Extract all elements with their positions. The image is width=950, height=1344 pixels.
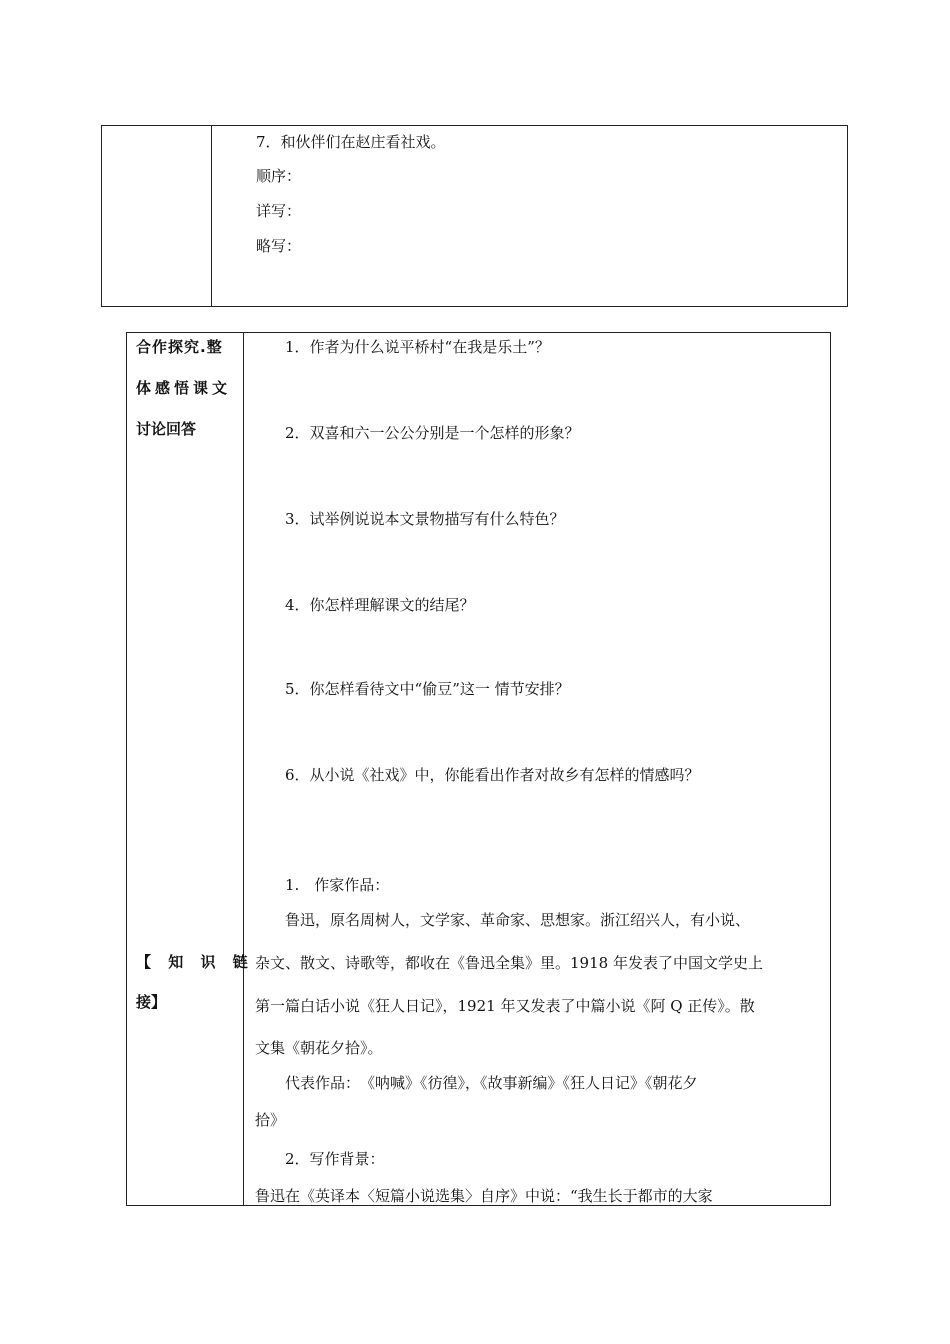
- question-item: 1．作者为什么说平桥村“在我是乐土”？: [285, 338, 550, 356]
- table-column-divider: [243, 333, 244, 1205]
- knowledge-label-line: 接】: [136, 993, 167, 1011]
- knowledge-heading: 1. 作家作品：: [285, 876, 390, 894]
- works-line: 拾》: [255, 1111, 286, 1129]
- question-item: 3．试举例说说本文景物描写有什么特色？: [285, 510, 565, 528]
- table-discussion: [126, 332, 831, 1206]
- works-line: 代表作品： 《呐喊》《彷徨》，《故事新编》《狂人日记》《朝花夕: [285, 1074, 698, 1092]
- table-reading-order: [101, 125, 848, 307]
- question-item: 2．双喜和六一公公分别是一个怎样的形象？: [285, 424, 580, 442]
- question-item: 4．你怎样理解课文的结尾？: [285, 596, 475, 614]
- question-item: 6．从小说《社戏》中，你能看出作者对故乡有怎样的情感吗？: [285, 766, 700, 784]
- order-label: 顺序：: [256, 167, 302, 185]
- knowledge-paragraph-line: 文集《朝花夕拾》。: [255, 1039, 383, 1057]
- knowledge-paragraph-line: 杂文、散文、诗歌等，都收在《鲁迅全集》里。1918 年发表了中国文学史上: [255, 954, 763, 972]
- knowledge-heading: 2．写作背景：: [285, 1150, 385, 1168]
- section-label-line: 体感悟课文: [136, 379, 232, 397]
- knowledge-paragraph-line: 第一篇白话小说《狂人日记》，1921 年又发表了中篇小说《阿 Q 正传》。散: [255, 997, 755, 1015]
- detail-label: 详写：: [256, 202, 302, 220]
- background-paragraph-line: 鲁迅在《英译本〈短篇小说选集〉自序》中说：“我生长于都市的大家: [255, 1187, 713, 1205]
- table-column-divider: [211, 126, 212, 306]
- brief-label: 略写：: [256, 237, 302, 255]
- section-label-line: 讨论回答: [136, 420, 197, 438]
- item-title: 7．和伙伴们在赵庄看社戏。: [256, 133, 446, 151]
- knowledge-label-line: 【 知 识 链: [136, 953, 254, 971]
- question-item: 5．你怎样看待文中“偷豆”这一 情节安排？: [285, 680, 570, 698]
- section-label-line: 合作探究.整: [136, 338, 223, 356]
- knowledge-paragraph-line: 鲁迅，原名周树人，文学家、革命家、思想家。浙江绍兴人，有小说、: [285, 911, 751, 929]
